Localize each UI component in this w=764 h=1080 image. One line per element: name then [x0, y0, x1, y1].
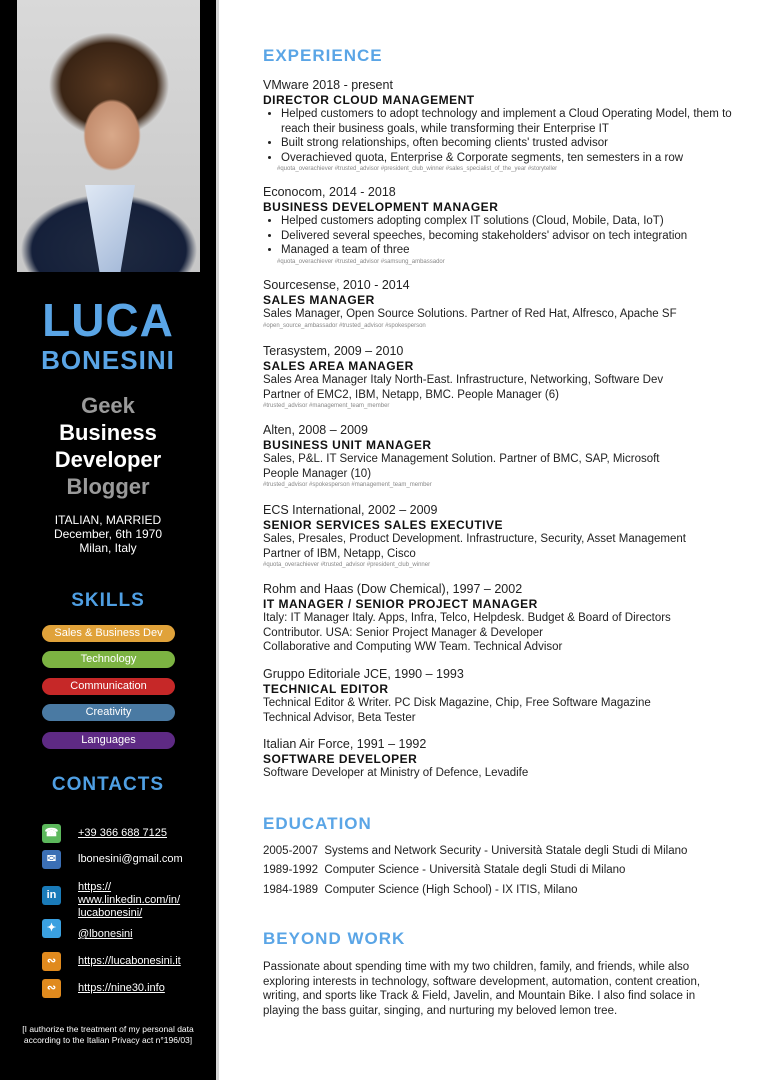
skill-languages: Languages: [42, 732, 175, 749]
beyond-work-text: Passionate about spending time with my two children, family, and friends, while also exploring interests in technology, software development, automation, content creation, writing, and sports like Track & Field, Javelin, and Mountain Bike. I also find solace in playing the bass guitar, singing, and nurturing my beloved lemon tree.: [263, 961, 701, 1017]
job-desc: Sales, P&L. IT Service Management Solution. Partner of BMC, SAP, Microsoft: [263, 453, 660, 465]
list-item: • Helped customers adopting complex IT solutions (Cloud, Mobile, Data, IoT): [281, 214, 743, 229]
job-desc: Sales, Presales, Product Development. Infrastructure, Security, Asset Management: [263, 533, 686, 545]
role-geek: Geek: [81, 393, 135, 418]
job-company: ECS International, 2002 – 2009: [263, 503, 438, 517]
contact-phone[interactable]: [42, 824, 212, 846]
job-desc: Technical Advisor, Beta Tester: [263, 711, 416, 724]
role-blogger: Blogger: [66, 474, 150, 499]
job-bullets: [263, 214, 743, 258]
job-title: IT MANAGER / SENIOR PROJECT MANAGER: [263, 597, 538, 611]
job-desc: Sales Manager, Open Source Solutions. Partner of Red Hat, Alfresco, Apache SF: [263, 308, 677, 320]
education-title: EDUCATION: [263, 814, 372, 833]
skills-title: SKILLS: [71, 590, 145, 611]
nationality: ITALIAN, MARRIED: [54, 513, 162, 527]
education-item: 2005-2007 Systems and Network Security - Università Statale degli Studi di Milano: [263, 845, 688, 857]
job-title: DIRECTOR CLOUD MANAGEMENT: [263, 93, 475, 107]
list-item: • Overachieved quota, Enterprise & Corporate segments, ten semesters in a row: [281, 151, 743, 166]
location: Milan, Italy: [79, 541, 137, 555]
job-title: BUSINESS UNIT MANAGER: [263, 438, 432, 452]
phone-link[interactable]: +39 366 688 7125: [78, 827, 168, 839]
linkedin-link[interactable]: https:// www.linkedin.com/in/ lucabonesini/: [78, 881, 181, 919]
job-rohm: [263, 582, 743, 655]
job-desc: Software Developer at Ministry of Defence, Levadife: [263, 767, 529, 779]
contact-linkedin[interactable]: [42, 878, 212, 918]
job-alten: [263, 423, 743, 490]
job-sourcesense: [263, 278, 743, 331]
rss-icon: ∾: [42, 952, 61, 971]
skill-communication: Communication: [42, 678, 175, 695]
job-desc: Sales Area Manager Italy North-East. Infrastructure, Networking, Software Dev: [263, 374, 664, 386]
experience-title: EXPERIENCE: [263, 46, 383, 65]
job-tags: #quota_overachiever #trusted_advisor #samsung_ambassador: [277, 258, 445, 265]
job-company: Terasystem, 2009 – 2010: [263, 344, 404, 358]
first-name: LUCA: [42, 294, 174, 346]
list-item: • Built strong relationships, often becoming clients' trusted advisor: [281, 136, 743, 151]
job-title: SALES AREA MANAGER: [263, 359, 414, 373]
skill-sales: Sales & Business Dev: [42, 625, 175, 642]
job-desc: Collaborative and Computing WW Team. Technical Advisor: [263, 641, 563, 653]
mail-icon: ✉: [42, 850, 61, 869]
sidebar: [0, 0, 216, 1080]
job-title: BUSINESS DEVELOPMENT MANAGER: [263, 200, 499, 214]
job-title: SALES MANAGER: [263, 293, 375, 307]
job-tags: #trusted_advisor #management_team_member: [263, 403, 390, 409]
job-tags: #trusted_advisor #spokesperson #management_team_member: [263, 482, 432, 488]
job-bullets: [263, 107, 743, 165]
job-econocom: [263, 185, 743, 267]
job-tags: #quota_overachiever #trusted_advisor #president_club_winner #sales_specialist_of_the_year #storyteller: [277, 166, 558, 172]
job-company: Econocom, 2014 - 2018: [263, 185, 396, 199]
job-vmware: [263, 78, 743, 174]
contact-blog[interactable]: [42, 952, 212, 974]
job-airforce: [263, 737, 743, 781]
nine30-link[interactable]: https://nine30.info: [78, 982, 165, 994]
job-company: VMware 2018 - present: [263, 78, 393, 92]
job-desc: Partner of EMC2, IBM, Netapp, BMC. People Manager (6): [263, 388, 559, 401]
job-company: Italian Air Force, 1991 – 1992: [263, 737, 427, 751]
job-desc: Technical Editor & Writer. PC Disk Magazine, Chip, Free Software Magazine: [263, 697, 651, 709]
job-terasystem: [263, 344, 743, 411]
job-company: Sourcesense, 2010 - 2014: [263, 278, 410, 292]
list-item: • Helped customers to adopt technology and implement a Cloud Operating Model, them to reach their business goals, while transforming their Enterprise IT: [281, 107, 743, 136]
job-desc: Partner of IBM, Netapp, Cisco: [263, 547, 416, 560]
twitter-icon: ✦: [42, 919, 61, 938]
job-tags: #quota_overachiever #trusted_advisor #president_club_winner: [263, 562, 431, 568]
skill-creativity: Creativity: [42, 704, 175, 721]
job-desc: Contributor. USA: Senior Project Manager & Developer: [263, 626, 543, 639]
role-developer: Developer: [54, 447, 162, 472]
linkedin-icon: in: [42, 886, 61, 905]
job-desc: People Manager (10): [263, 467, 372, 480]
job-title: TECHNICAL EDITOR: [263, 682, 389, 696]
list-item: • Delivered several speeches, becoming stakeholders' advisor on tech integration: [281, 229, 743, 244]
contact-email[interactable]: [42, 850, 212, 872]
job-title: SOFTWARE DEVELOPER: [263, 752, 418, 766]
job-ecs: [263, 503, 743, 570]
list-item: • Managed a team of three: [281, 243, 743, 258]
job-tags: #open_source_ambassador #trusted_advisor #spokesperson: [263, 322, 426, 329]
phone-icon: ☎: [42, 824, 61, 843]
job-company: Rohm and Haas (Dow Chemical), 1997 – 2002: [263, 582, 523, 596]
job-jce: [263, 667, 743, 725]
personal-info: [0, 513, 216, 555]
contact-nine30[interactable]: [42, 979, 212, 1001]
education-item: 1989-1992 Computer Science - Università Statale degli Studi di Milano: [263, 864, 626, 876]
rss-icon: ∾: [42, 979, 61, 998]
divider: [216, 0, 219, 1080]
skill-technology: Technology: [42, 651, 175, 668]
job-company: Gruppo Editoriale JCE, 1990 – 1993: [263, 667, 464, 681]
job-company: Alten, 2008 – 2009: [263, 423, 368, 437]
contacts-title: CONTACTS: [51, 774, 165, 795]
contact-twitter[interactable]: [42, 919, 212, 941]
education-item: 1984-1989 Computer Science (High School) - IX ITIS, Milano: [263, 884, 578, 896]
blog-link[interactable]: https://lucabonesini.it: [78, 955, 181, 967]
role-business: Business: [59, 420, 157, 445]
privacy-notice: [I authorize the treatment of my personal data according to the Italian Privacy act n°196/03]: [22, 1024, 194, 1045]
job-desc: Italy: IT Manager Italy. Apps, Infra, Telco, Helpdesk. Budget & Board of Directors: [263, 612, 671, 624]
birth-date: December, 6th 1970: [53, 527, 163, 541]
last-name: BONESINI: [41, 345, 175, 375]
twitter-link[interactable]: @lbonesini: [78, 928, 133, 940]
profile-photo: [17, 0, 200, 272]
email-link[interactable]: lbonesini@gmail.com: [78, 853, 183, 865]
job-title: SENIOR SERVICES SALES EXECUTIVE: [263, 518, 504, 532]
beyond-work-title: BEYOND WORK: [263, 929, 406, 948]
